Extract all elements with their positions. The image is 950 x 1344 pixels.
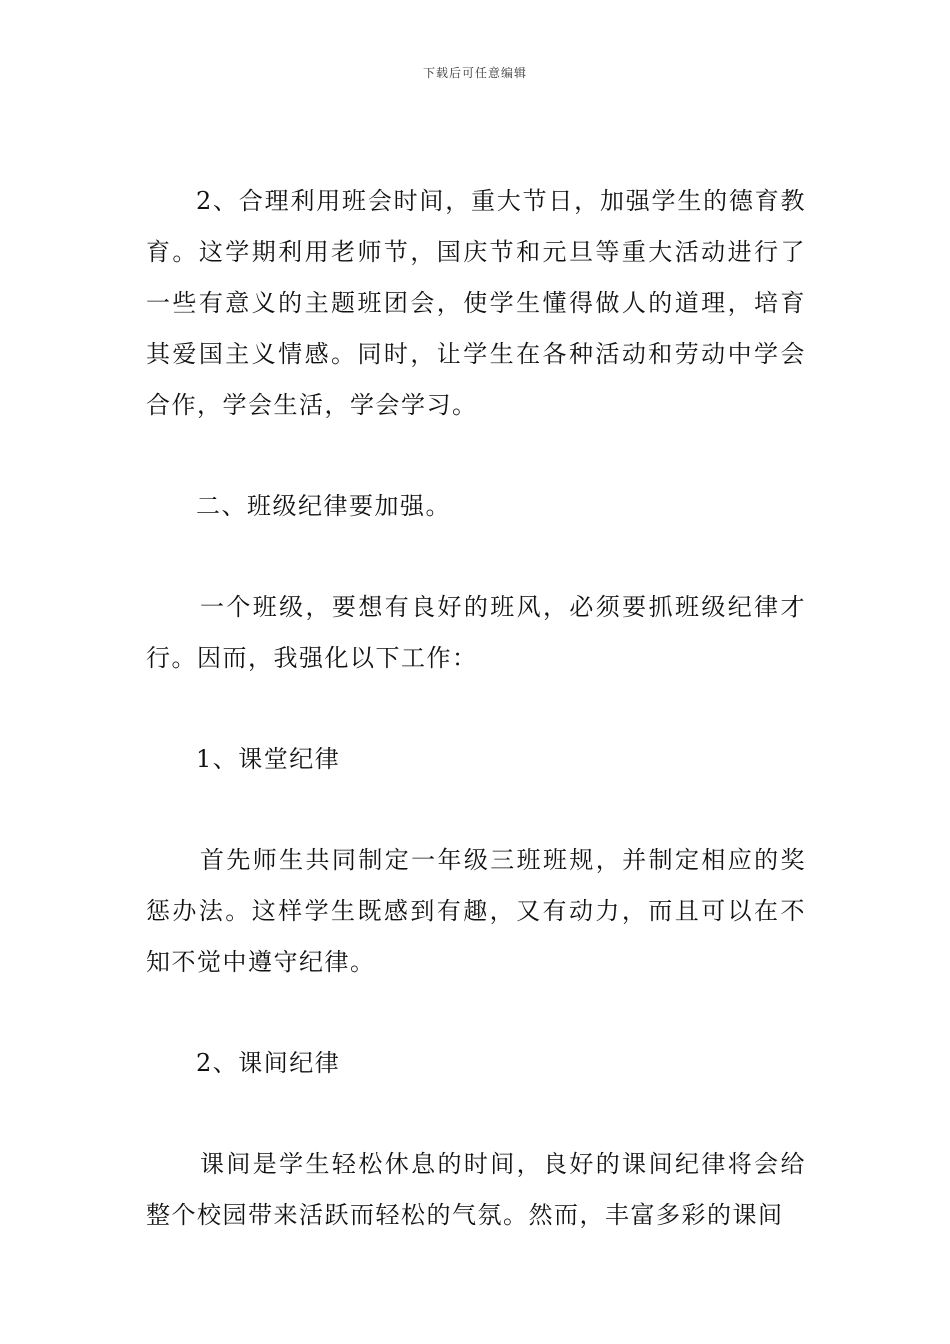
- subheading-classroom-discipline: 1、课堂纪律: [196, 745, 341, 773]
- paragraph-moral-education: 2、合理利用班会时间，重大节日，加强学生的德育教育。这学期利用老师节，国庆节和元旦等重大活动进行了一些有意义的主题班团会，使学生懂得做人的道理，培育其爱国主义情感。同时，让学生在各种活动和劳动中学会合作，学会生活，学会学习。: [146, 187, 806, 419]
- section-heading-class-discipline: 二、班级纪律要加强。: [196, 492, 451, 520]
- document-body: [146, 176, 806, 1241]
- header-note: 下载后可任意编辑: [422, 66, 527, 80]
- paragraph-class-rules: 首先师生共同制定一年级三班班规，并制定相应的奖惩办法。这样学生既感到有趣，又有动力，而且可以在不知不觉中遵守纪律。: [146, 846, 806, 976]
- paragraph-discipline-intro: 一个班级，要想有良好的班风，必须要抓班级纪律才行。因而，我强化以下工作：: [146, 593, 806, 672]
- subheading-break-discipline: 2、课间纪律: [196, 1049, 341, 1077]
- paragraph-break-time: 课间是学生轻松休息的时间，良好的课间纪律将会给整个校园带来活跃而轻松的气氛。然而，丰富多彩的课间: [146, 1150, 806, 1229]
